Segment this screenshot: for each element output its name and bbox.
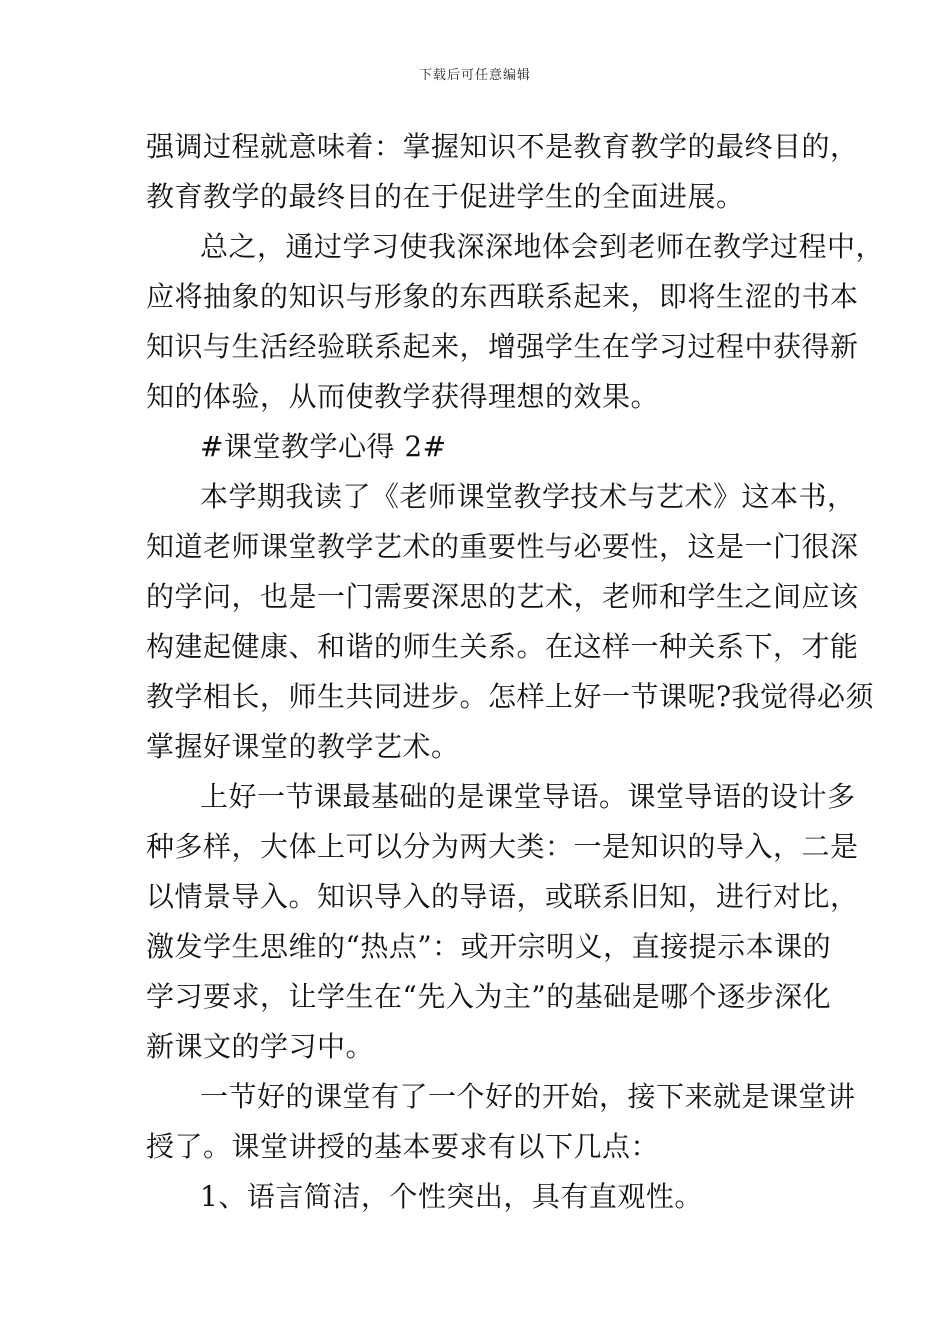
list-item: 1、语言简洁，个性突出，具有直观性。: [200, 1180, 703, 1213]
text-line: 教育教学的最终目的在于促进学生的全面进展。: [146, 180, 745, 213]
text-line: 激发学生思维的“热点”：或开宗明义，直接提示本课的: [146, 930, 832, 963]
text-line: 上好一节课最基础的是课堂导语。课堂导语的设计多: [200, 780, 856, 813]
text-line: 构建起健康、和谐的师生关系。在这样一种关系下，才能: [146, 630, 859, 663]
text-line: 的学问，也是一门需要深思的艺术，老师和学生之间应该: [146, 580, 859, 613]
text-line: 一节好的课堂有了一个好的开始，接下来就是课堂讲: [200, 1080, 856, 1113]
document-body: [146, 122, 885, 1222]
text-line: 以情景导入。知识导入的导语，或联系旧知，进行对比，: [146, 880, 859, 913]
text-line: 教学相长，师生共同进步。怎样上好一节课呢?我觉得必须: [146, 680, 875, 713]
section-heading: #课堂教学心得 2#: [200, 430, 447, 463]
page-header: 下载后可任意编辑: [418, 68, 531, 83]
text-line: 总之，通过学习使我深深地体会到老师在教学过程中，: [200, 230, 885, 263]
text-line: 知的体验，从而使教学获得理想的效果。: [146, 380, 660, 413]
text-line: 知识与生活经验联系起来，增强学生在学习过程中获得新: [146, 330, 859, 363]
text-line: 知道老师课堂教学艺术的重要性与必要性，这是一门很深: [146, 530, 859, 563]
text-line: 掌握好课堂的教学艺术。: [146, 730, 460, 763]
text-line: 本学期我读了《老师课堂教学技术与艺术》这本书，: [200, 480, 856, 513]
text-line: 授了。课堂讲授的基本要求有以下几点：: [146, 1130, 660, 1163]
text-line: 强调过程就意味着：掌握知识不是教育教学的最终目的，: [146, 130, 859, 163]
text-line: 种多样，大体上可以分为两大类：一是知识的导入，二是: [146, 830, 859, 863]
text-line: 新课文的学习中。: [146, 1030, 375, 1063]
text-line: 应将抽象的知识与形象的东西联系起来，即将生涩的书本: [146, 280, 859, 313]
text-line: 学习要求，让学生在“先入为主”的基础是哪个逐步深化: [146, 980, 832, 1013]
